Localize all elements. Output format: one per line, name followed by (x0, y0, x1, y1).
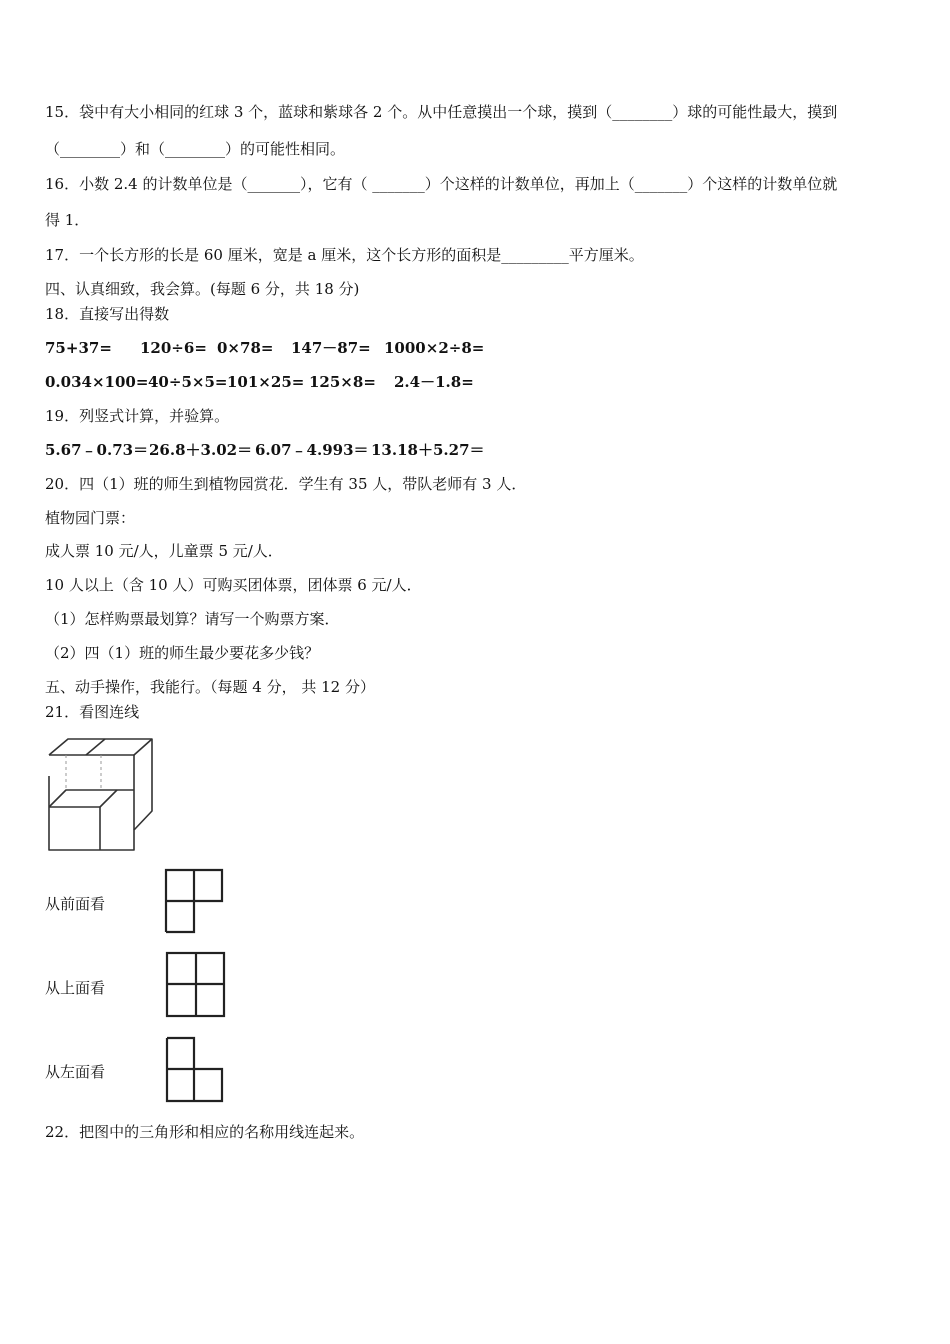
q18-r2-item: 2.4－1.8= (394, 373, 474, 391)
q20-line2: 植物园门票： (45, 509, 136, 527)
q20-line4: 10 人以上（含 10 人）可购买团体票，团体票 6 元/人． (45, 576, 422, 594)
q18-r1-item: 75+37= (45, 339, 112, 357)
view-label-front: 从前面看 (45, 895, 106, 913)
q18-title: 18．直接写出得数 (45, 305, 170, 323)
q18-r2-item: 40÷5×5= (148, 373, 228, 391)
q21-title: 21．看图连线 (45, 703, 140, 721)
q20-line3: 成人票 10 元/人，儿童票 5 元/人． (45, 542, 283, 560)
q18-r1-item: 147－87= (291, 339, 371, 357)
left-view-grid-icon (165, 1036, 227, 1104)
section-4-heading: 四、认真细致，我会算。(每题 6 分，共 18 分) (45, 280, 360, 298)
q16-line2: 得 1． (45, 211, 90, 229)
q18-r2-item: 101×25= (227, 373, 305, 391)
q18-r1-item: 120÷6= (140, 339, 207, 357)
cube-solid-figure (44, 734, 159, 852)
q18-r2-item: 125×8= (309, 373, 376, 391)
view-label-left: 从左面看 (45, 1063, 106, 1081)
q20-sub1: （1）怎样购票最划算？请写一个购票方案． (45, 610, 340, 628)
q18-r1-item: 1000×2÷8= (384, 339, 485, 357)
section-5-heading: 五、动手操作，我能行。（每题 4 分， 共 12 分） (45, 678, 375, 696)
q20-line1: 20．四（1）班的师生到植物园赏花．学生有 35 人，带队老师有 3 人． (45, 475, 527, 493)
q15-line1: 15．袋中有大小相同的红球 3 个，蓝球和紫球各 2 个。从中任意摸出一个球，摸到（________）球的可能性最大，摸到 (45, 103, 838, 121)
q16-line1: 16．小数 2.4 的计数单位是（_______），它有（ _______）个这样的计数单位，再加上（_______）个这样的计数单位就 (45, 175, 838, 193)
q17: 17．一个长方形的长是 60 厘米，宽是 a 厘米，这个长方形的面积是_________平方厘米。 (45, 246, 644, 264)
q18-r1-item: 0×78= (217, 339, 274, 357)
q19-item: 5.67﹣0.73＝ (45, 441, 149, 459)
q15-line2: （________）和（________）的可能性相同。 (45, 140, 346, 158)
front-view-grid-icon (164, 868, 226, 934)
q20-sub2: （2）四（1）班的师生最少要花多少钱？ (45, 644, 320, 662)
top-view-grid-icon (165, 951, 227, 1019)
view-label-top: 从上面看 (45, 979, 106, 997)
q19-item: 13.18＋5.27＝ (371, 441, 485, 459)
q18-r2-item: 0.034×100= (45, 373, 149, 391)
q22: 22．把图中的三角形和相应的名称用线连起来。 (45, 1123, 365, 1141)
q19-item: 26.8＋3.02＝ (149, 441, 253, 459)
q19-title: 19．列竖式计算，并验算。 (45, 407, 230, 425)
q19-item: 6.07﹣4.993＝ (255, 441, 369, 459)
